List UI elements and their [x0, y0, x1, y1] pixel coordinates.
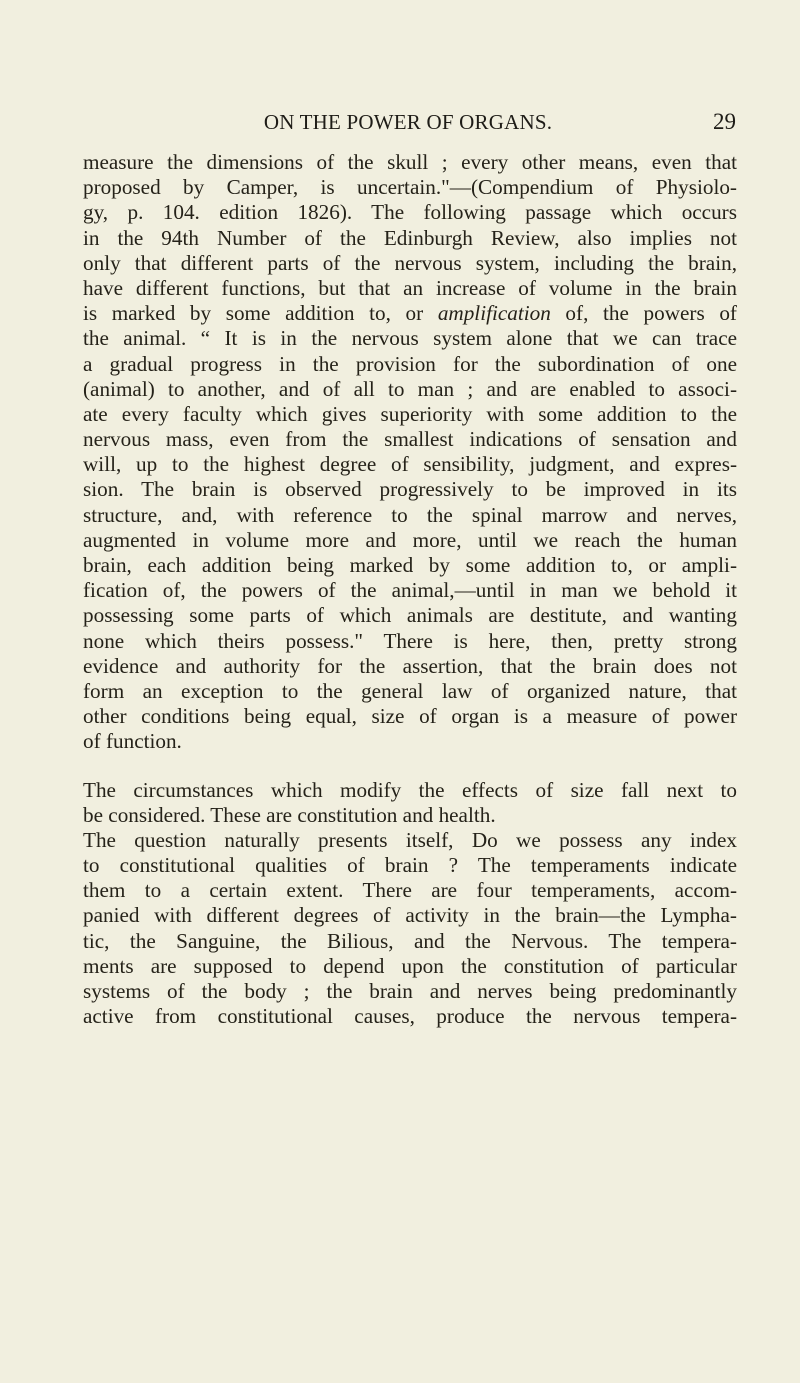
paragraph-gap: [83, 755, 737, 778]
text-line: tic, the Sanguine, the Bilious, and the Nervous. The tempera-: [83, 928, 737, 953]
text-line: of function.: [83, 729, 182, 754]
text-line: ments are supposed to depend upon the constitution of particular: [83, 953, 737, 978]
text-line: ate every faculty which gives superiority with some addition to the: [83, 401, 737, 426]
text-line: will, up to the highest degree of sensibility, judgment, and expres-: [83, 452, 737, 477]
text-line: possessing some parts of which animals are destitute, and wanting: [83, 603, 737, 628]
text-line: proposed by Camper, is uncertain."—(Compendium of Physiolo-: [83, 175, 737, 200]
text-line: have different functions, but that an increase of volume in the brain: [83, 275, 737, 300]
text-line: a gradual progress in the provision for the subordination of one: [83, 351, 737, 376]
text-line: structure, and, with reference to the spinal marrow and nerves,: [83, 502, 737, 527]
body-text: [83, 150, 737, 1029]
text-line: in the 94th Number of the Edinburgh Review, also implies not: [83, 225, 737, 250]
text-line: them to a certain extent. There are four temperaments, accom-: [83, 878, 737, 903]
paragraph-1: [83, 150, 737, 755]
text-line: be considered. These are constitution and health.: [83, 802, 496, 827]
text-line: form an exception to the general law of organized nature, that: [83, 678, 737, 703]
text-line: (animal) to another, and of all to man ; and are enabled to associ-: [83, 376, 737, 401]
text-line-with-italic: [83, 301, 737, 326]
text-line: augmented in volume more and more, until we reach the human: [83, 527, 737, 552]
paragraph-3: [83, 828, 737, 1030]
text-line: only that different parts of the nervous system, including the brain,: [83, 250, 737, 275]
text-line: measure the dimensions of the skull ; every other means, even that: [83, 150, 737, 174]
text-line: active from constitutional causes, produce the nervous tempera-: [83, 1004, 737, 1029]
text-line: evidence and authority for the assertion, that the brain does not: [83, 653, 737, 678]
text-line: The question naturally presents itself, Do we possess any index: [83, 827, 737, 852]
running-head: ON THE POWER OF ORGANS.: [263, 110, 553, 134]
page-header: [80, 110, 736, 140]
text-line: to constitutional qualities of brain ? The temperaments indicate: [83, 853, 737, 878]
text-line: fication of, the powers of the animal,—until in man we behold it: [83, 578, 737, 603]
text-segment: is marked by some addition to, or: [83, 301, 438, 326]
text-line: nervous mass, even from the smallest indications of sensation and: [83, 427, 737, 452]
text-line: the animal. “ It is in the nervous system alone that we can trace: [83, 326, 737, 351]
text-line: other conditions being equal, size of organ is a measure of power: [83, 704, 737, 729]
text-line: sion. The brain is observed progressively to be improved in its: [83, 477, 737, 502]
page-number: 29: [713, 109, 736, 134]
italic-term: amplification: [437, 301, 551, 326]
paragraph-2: [83, 778, 737, 828]
text-segment: of, the powers of: [550, 301, 737, 326]
text-line: gy, p. 104. edition 1826). The following passage which occurs: [83, 200, 737, 225]
text-line: none which theirs possess." There is here, then, pretty strong: [83, 628, 737, 653]
text-line: brain, each addition being marked by some addition to, or ampli-: [83, 553, 737, 577]
text-line: systems of the body ; the brain and nerves being predominantly: [83, 979, 737, 1003]
text-line: The circumstances which modify the effects of size fall next to: [83, 777, 737, 802]
text-line: panied with different degrees of activity in the brain—the Lympha-: [83, 903, 737, 928]
